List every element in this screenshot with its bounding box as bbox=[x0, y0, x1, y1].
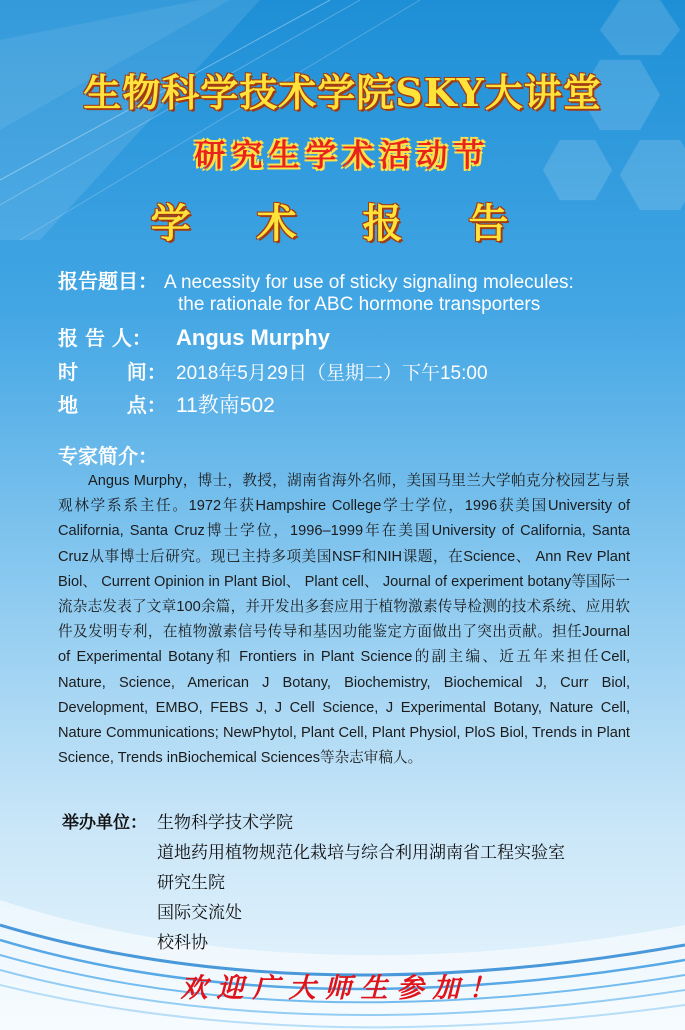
report-heading: 学 术 报 告 bbox=[150, 200, 535, 247]
speaker-bio: Angus Murphy，博士，教授，湖南省海外名师，美国马里兰大学帕克分校园艺与景观林学系系主任。1972年获Hampshire College学士学位，1996获美国University of California, Santa Cruz博士学位，1996–1999年在美国University of California, Santa Cruz从事博士后研究。现已主持多项美国NSF和NIH课题，在Science、 Ann Rev Plant Biol、 Current Opinion in Plant Biol、 Plant cell、 Journal of experiment botany等国际一流杂志发表了文章100余篇，并开发出多套应用于植物激素传导检测的技术系统、应用软件及发明专利，在植物激素信号传导和基因功能鉴定方面做出了突出贡献。担任Journal of Experimental Botany和 Frontiers in Plant Science的副主编、近五年来担任Cell, Nature, Science, American J Botany, Biochemistry, Biochemical J, Curr Biol, Development, EMBO, FEBS J, J Cell Science, J Experimental Botany, Nature Cell, Nature Communications; NewPhytol, Plant Cell, Plant Physiol, PloS Biol, Trends in Plant Science, Trends inBiochemical Sciences等杂志审稿人。 bbox=[58, 473, 630, 767]
topic-line1: A necessity for use of sticky signaling molecules: bbox=[164, 272, 574, 293]
organizers-label: 举办单位： bbox=[62, 813, 147, 833]
speaker-value: Angus Murphy bbox=[176, 325, 330, 350]
time-label: 时 间： bbox=[58, 360, 167, 384]
topic-row bbox=[58, 265, 574, 294]
organizer-item: 生物科学技术学院 bbox=[157, 813, 293, 833]
speaker-row bbox=[58, 322, 330, 351]
topic-label: 报告题目： bbox=[58, 269, 158, 293]
place-value: 11教南502 bbox=[176, 394, 275, 417]
organizer-item: 道地药用植物规范化栽培与综合利用湖南省工程实验室 bbox=[157, 843, 565, 863]
main-title: 生物科学技术学院SKY大讲堂 bbox=[83, 70, 602, 115]
speaker-label: 报 告 人： bbox=[58, 326, 152, 350]
place-row bbox=[58, 389, 275, 419]
time-row bbox=[58, 356, 488, 385]
place-label: 地 点： bbox=[58, 393, 167, 417]
topic-line2: the rationale for ABC hormone transporters bbox=[178, 294, 541, 315]
topic-row-2 bbox=[178, 293, 540, 316]
event-subtitle: 研究生学术活动节 bbox=[194, 138, 491, 174]
intro-title: 专家简介： bbox=[58, 444, 158, 468]
organizer-item: 国际交流处 bbox=[157, 903, 242, 923]
welcome-message: 欢迎广大师生参加！ bbox=[180, 973, 505, 1004]
time-value: 2018年5月29日（星期二）下午15:00 bbox=[176, 363, 488, 384]
organizer-item: 研究生院 bbox=[157, 873, 225, 893]
organizer-item: 校科协 bbox=[157, 933, 208, 953]
